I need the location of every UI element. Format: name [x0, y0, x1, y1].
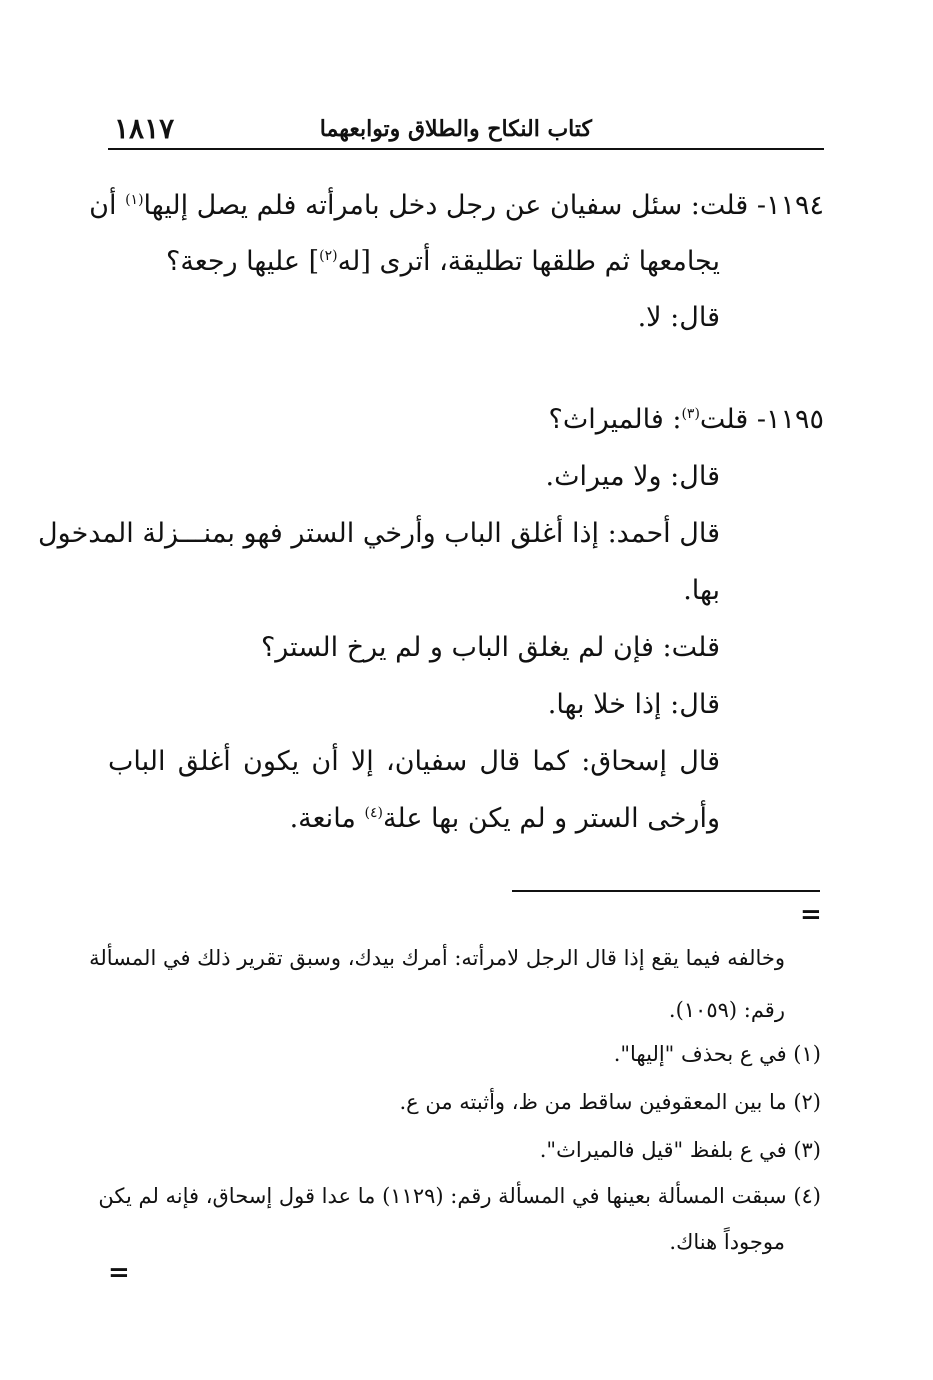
issue-1195-line-8	[290, 791, 720, 847]
issue-1194-line-1	[89, 178, 824, 234]
footnote-ref-1: (١)	[125, 192, 144, 208]
footnote-continued-line-1: وخالفه فيما يقع إذا قال الرجل لامرأته: أمرك بيدك، وسبق تقرير ذلك في المسألة	[89, 946, 785, 970]
line-text: بها.	[683, 575, 720, 606]
issue-number: ١١٩٤-	[756, 190, 824, 221]
line-text: قلت: فإن لم يغلق الباب و لم يرخ الستر؟	[260, 632, 720, 663]
issue-1195	[38, 392, 824, 852]
line-text: أن	[89, 190, 126, 221]
footnote-3: (٣) في ع بلفظ "قيل فالميراث".	[539, 1138, 821, 1162]
line-text: مانعة.	[289, 803, 365, 834]
line-text: قال: ولا ميراث.	[545, 461, 720, 492]
running-title: كتاب النكاح والطلاق وتوابعهما	[319, 116, 592, 142]
line-text: قلت	[699, 404, 749, 435]
issue-1194	[89, 178, 824, 358]
header-rule	[108, 148, 824, 150]
issue-1195-line-3	[38, 506, 720, 562]
line-text: قال أحمد: إذا أغلق الباب وأرخي الستر فهو بمنـــزلة المدخول	[38, 518, 720, 549]
footnote-ref-4: (٤)	[364, 805, 383, 821]
page-number: ١٨١٧	[114, 112, 175, 145]
issue-1195-line-4	[683, 563, 720, 619]
issue-1195-line-6	[548, 677, 720, 733]
line-text: قال إسحاق: كما قال سفيان، إلا أن يكون أغلق الباب	[108, 746, 720, 777]
line-text: قال: لا.	[637, 302, 720, 333]
issue-1195-line-5	[261, 620, 720, 676]
line-text: : فالميراث؟	[548, 404, 682, 435]
line-text: قلت: سئل سفيان عن رجل دخل بامرأته فلم يصل إليها	[143, 190, 749, 221]
line-text: قال: إذا خلا بها.	[547, 689, 720, 720]
continuation-mark-top: =	[800, 900, 822, 930]
footnote-rule	[512, 890, 820, 892]
issue-number: ١١٩٥-	[756, 404, 824, 435]
issue-1194-line-2	[166, 234, 720, 290]
issue-1195-line-2	[546, 449, 720, 505]
footnote-continued-line-2: رقم: (١٠٥٩).	[668, 998, 785, 1022]
footnote-ref-2: (٢)	[319, 248, 338, 264]
page-header	[108, 108, 824, 148]
continuation-mark-bottom: =	[108, 1258, 130, 1288]
issue-1194-line-3	[638, 290, 720, 346]
line-text: ] عليها رجعة؟	[166, 246, 320, 277]
footnote-ref-3: (٣)	[681, 406, 700, 422]
issue-1195-line-7	[108, 734, 720, 790]
line-text: يجامعها ثم طلقها تطليقة، أترى [له	[337, 246, 720, 277]
issue-1195-line-1	[548, 392, 824, 448]
footnote-2: (٢) ما بين المعقوفين ساقط من ظ، وأثبته من ع.	[399, 1090, 821, 1114]
line-text: وأرخى الستر و لم يكن بها علة	[382, 803, 720, 834]
footnote-4-line-1: (٤) سبقت المسألة بعينها في المسألة رقم: (١١٢٩) ما عدا قول إسحاق، فإنه لم يكن	[98, 1184, 821, 1208]
footnote-1: (١) في ع بحذف "إليها".	[613, 1042, 821, 1066]
footnote-4-line-2: موجوداً هناك.	[669, 1230, 785, 1254]
